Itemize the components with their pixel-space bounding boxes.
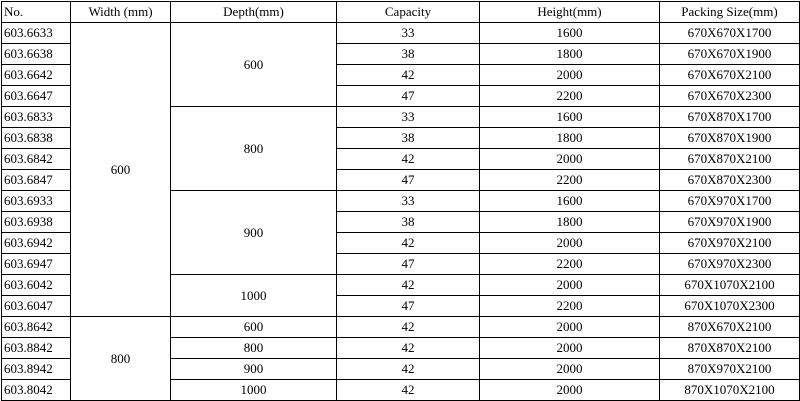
cell-no: 603.6947: [2, 254, 71, 275]
cell-height: 2200: [480, 296, 660, 317]
cell-height: 2000: [480, 275, 660, 296]
cell-height: 1800: [480, 212, 660, 233]
cell-depth-group: 600: [171, 23, 337, 107]
cell-height: 1600: [480, 107, 660, 128]
cell-packing-size: 870X1070X2100: [660, 380, 800, 401]
cell-packing-size: 870X670X2100: [660, 317, 800, 338]
cell-no: 603.8842: [2, 338, 71, 359]
cell-packing-size: 670X670X1700: [660, 23, 800, 44]
cell-height: 2000: [480, 380, 660, 401]
cell-no: 603.8042: [2, 380, 71, 401]
cell-height: 2200: [480, 254, 660, 275]
cell-depth-group: 1000: [171, 275, 337, 317]
cell-capacity: 42: [337, 317, 480, 338]
cell-height: 2000: [480, 149, 660, 170]
cell-no: 603.6042: [2, 275, 71, 296]
cell-packing-size: 670X670X2100: [660, 65, 800, 86]
cell-packing-size: 670X870X2100: [660, 149, 800, 170]
cell-capacity: 33: [337, 191, 480, 212]
cell-no: 603.6942: [2, 233, 71, 254]
cell-capacity: 47: [337, 296, 480, 317]
cell-depth: 600: [171, 317, 337, 338]
cell-packing-size: 670X670X2300: [660, 86, 800, 107]
cell-capacity: 42: [337, 233, 480, 254]
cell-height: 1600: [480, 191, 660, 212]
header-width: Width (mm): [71, 2, 171, 23]
cell-height: 1800: [480, 128, 660, 149]
cell-no: 603.6833: [2, 107, 71, 128]
cell-no: 603.6938: [2, 212, 71, 233]
cell-no: 603.6933: [2, 191, 71, 212]
cell-no: 603.6642: [2, 65, 71, 86]
cell-no: 603.6647: [2, 86, 71, 107]
cell-packing-size: 670X970X2100: [660, 233, 800, 254]
cell-packing-size: 870X870X2100: [660, 338, 800, 359]
cell-height: 2200: [480, 170, 660, 191]
cell-capacity: 42: [337, 275, 480, 296]
cell-height: 1600: [480, 23, 660, 44]
cell-packing-size: 870X970X2100: [660, 359, 800, 380]
cell-packing-size: 670X970X2300: [660, 254, 800, 275]
cell-height: 2000: [480, 317, 660, 338]
cell-height: 2000: [480, 338, 660, 359]
cell-no: 603.6047: [2, 296, 71, 317]
cell-width-group: 600: [71, 23, 171, 317]
cell-packing-size: 670X970X1700: [660, 191, 800, 212]
header-packing-size: Packing Size(mm): [660, 2, 800, 23]
cell-depth: 1000: [171, 380, 337, 401]
header-capacity: Capacity: [337, 2, 480, 23]
cell-no: 603.6633: [2, 23, 71, 44]
cell-height: 2000: [480, 359, 660, 380]
cell-depth: 800: [171, 338, 337, 359]
cell-no: 603.6838: [2, 128, 71, 149]
cell-packing-size: 670X870X1900: [660, 128, 800, 149]
cell-capacity: 33: [337, 23, 480, 44]
cell-no: 603.6847: [2, 170, 71, 191]
cell-capacity: 42: [337, 65, 480, 86]
cell-capacity: 42: [337, 338, 480, 359]
cell-capacity: 47: [337, 86, 480, 107]
cell-packing-size: 670X870X2300: [660, 170, 800, 191]
header-depth: Depth(mm): [171, 2, 337, 23]
cell-packing-size: 670X1070X2100: [660, 275, 800, 296]
cell-capacity: 42: [337, 149, 480, 170]
header-row: [2, 2, 800, 23]
cell-packing-size: 670X1070X2300: [660, 296, 800, 317]
table-row: [2, 23, 800, 44]
cell-depth: 900: [171, 359, 337, 380]
cell-no: 603.8642: [2, 317, 71, 338]
cell-packing-size: 670X970X1900: [660, 212, 800, 233]
cell-no: 603.6638: [2, 44, 71, 65]
cell-no: 603.6842: [2, 149, 71, 170]
cell-no: 603.8942: [2, 359, 71, 380]
table-row: [2, 317, 800, 338]
cell-capacity: 47: [337, 254, 480, 275]
cell-packing-size: 670X870X1700: [660, 107, 800, 128]
cell-capacity: 47: [337, 170, 480, 191]
cell-capacity: 38: [337, 44, 480, 65]
cell-capacity: 33: [337, 107, 480, 128]
cell-capacity: 42: [337, 380, 480, 401]
cell-packing-size: 670X670X1900: [660, 44, 800, 65]
cell-height: 1800: [480, 44, 660, 65]
cell-depth-group: 800: [171, 107, 337, 191]
cell-capacity: 38: [337, 128, 480, 149]
spec-table: [1, 1, 800, 401]
cell-depth-group: 900: [171, 191, 337, 275]
header-no: No.: [2, 2, 71, 23]
cell-width-group: 800: [71, 317, 171, 401]
cell-height: 2000: [480, 65, 660, 86]
header-height: Height(mm): [480, 2, 660, 23]
cell-height: 2000: [480, 233, 660, 254]
cell-capacity: 38: [337, 212, 480, 233]
cell-capacity: 42: [337, 359, 480, 380]
cell-height: 2200: [480, 86, 660, 107]
